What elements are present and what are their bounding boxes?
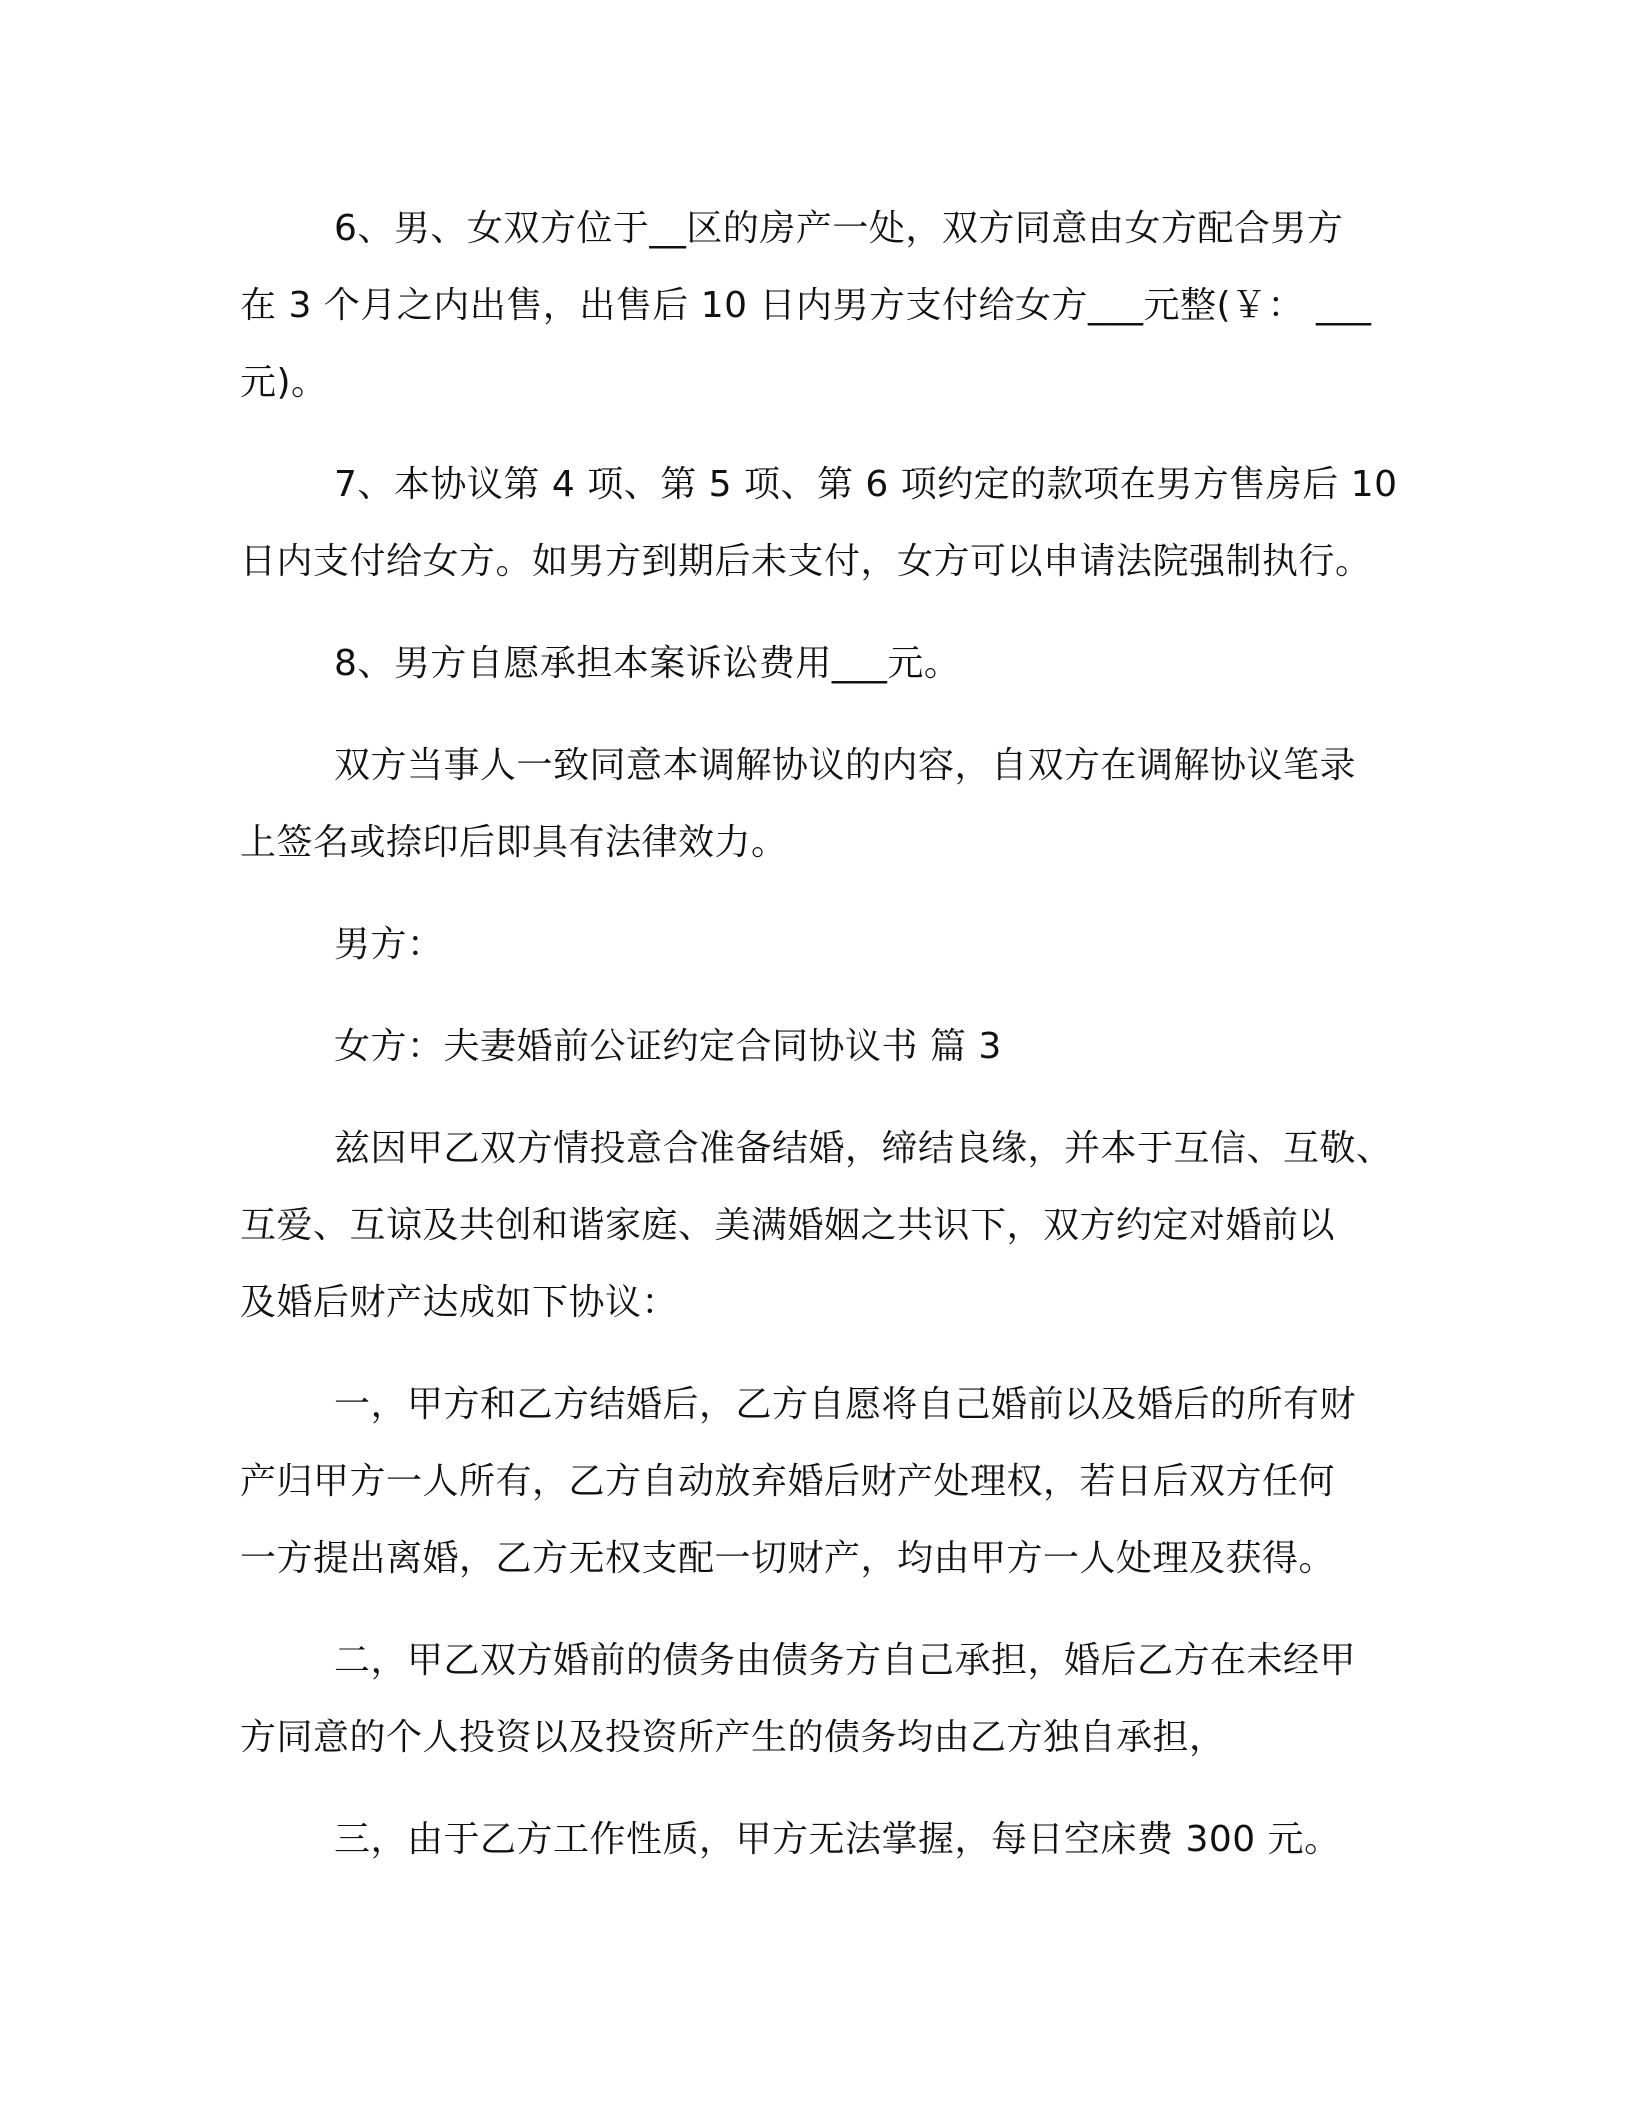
clause-three [240, 1801, 1400, 1878]
text-line: 一方提出离婚，乙方无权支配一切财产，均由甲方一人处理及获得。 [240, 1538, 1336, 1579]
text-line: 元)。 [240, 362, 328, 403]
text-line: 产归甲方一人所有，乙方自动放弃婚后财产处理权，若日后双方任何 [240, 1461, 1336, 1502]
text-line: 双方当事人一致同意本调解协议的内容，自双方在调解协议笔录 [334, 745, 1357, 786]
text-line: 一，甲方和乙方结婚后，乙方自愿将自己婚前以及婚后的所有财 [334, 1384, 1357, 1425]
paragraph-consent [240, 727, 1400, 881]
paragraph-item-8 [240, 625, 1400, 702]
text-line: 7、本协议第 4 项、第 5 项、第 6 项约定的款项在男方售房后 10 [334, 464, 1398, 505]
text-line: 日内支付给女方。如男方到期后未支付，女方可以申请法院强制执行。 [240, 541, 1372, 582]
text-line: 上签名或捺印后即具有法律效力。 [240, 822, 788, 863]
text-line: 三，由于乙方工作性质，甲方无法掌握，每日空床费 300 元。 [334, 1819, 1341, 1860]
text-line: 在 3 个月之内出售，出售后 10 日内男方支付给女方___元整(￥： ___ [240, 285, 1372, 326]
document-body [240, 190, 1400, 1903]
clause-two [240, 1622, 1400, 1776]
text-line: 及婚后财产达成如下协议： [240, 1282, 679, 1323]
text-line: 互爱、互谅及共创和谐家庭、美满婚姻之共识下，双方约定对婚前以 [240, 1205, 1336, 1246]
clause-one [240, 1366, 1400, 1597]
text-line: 女方：夫妻婚前公证约定合同协议书 篇 3 [334, 1026, 1002, 1067]
text-line: 男方： [334, 924, 444, 965]
paragraph-intro [240, 1110, 1400, 1341]
paragraph-item-7 [240, 446, 1400, 600]
text-line: 8、男方自愿承担本案诉讼费用___元。 [334, 643, 961, 684]
text-line: 兹因甲乙双方情投意合准备结婚，缔结良缘，并本于互信、互敬、 [334, 1128, 1393, 1169]
text-line: 方同意的个人投资以及投资所产生的债务均由乙方独自承担， [240, 1717, 1226, 1758]
signature-male [240, 906, 1400, 983]
text-line: 6、男、女双方位于__区的房产一处，双方同意由女方配合男方 [334, 208, 1344, 249]
signature-female-and-section-title [240, 1008, 1400, 1085]
text-line: 二，甲乙双方婚前的债务由债务方自己承担，婚后乙方在未经甲 [334, 1640, 1357, 1681]
paragraph-item-6 [240, 190, 1400, 421]
